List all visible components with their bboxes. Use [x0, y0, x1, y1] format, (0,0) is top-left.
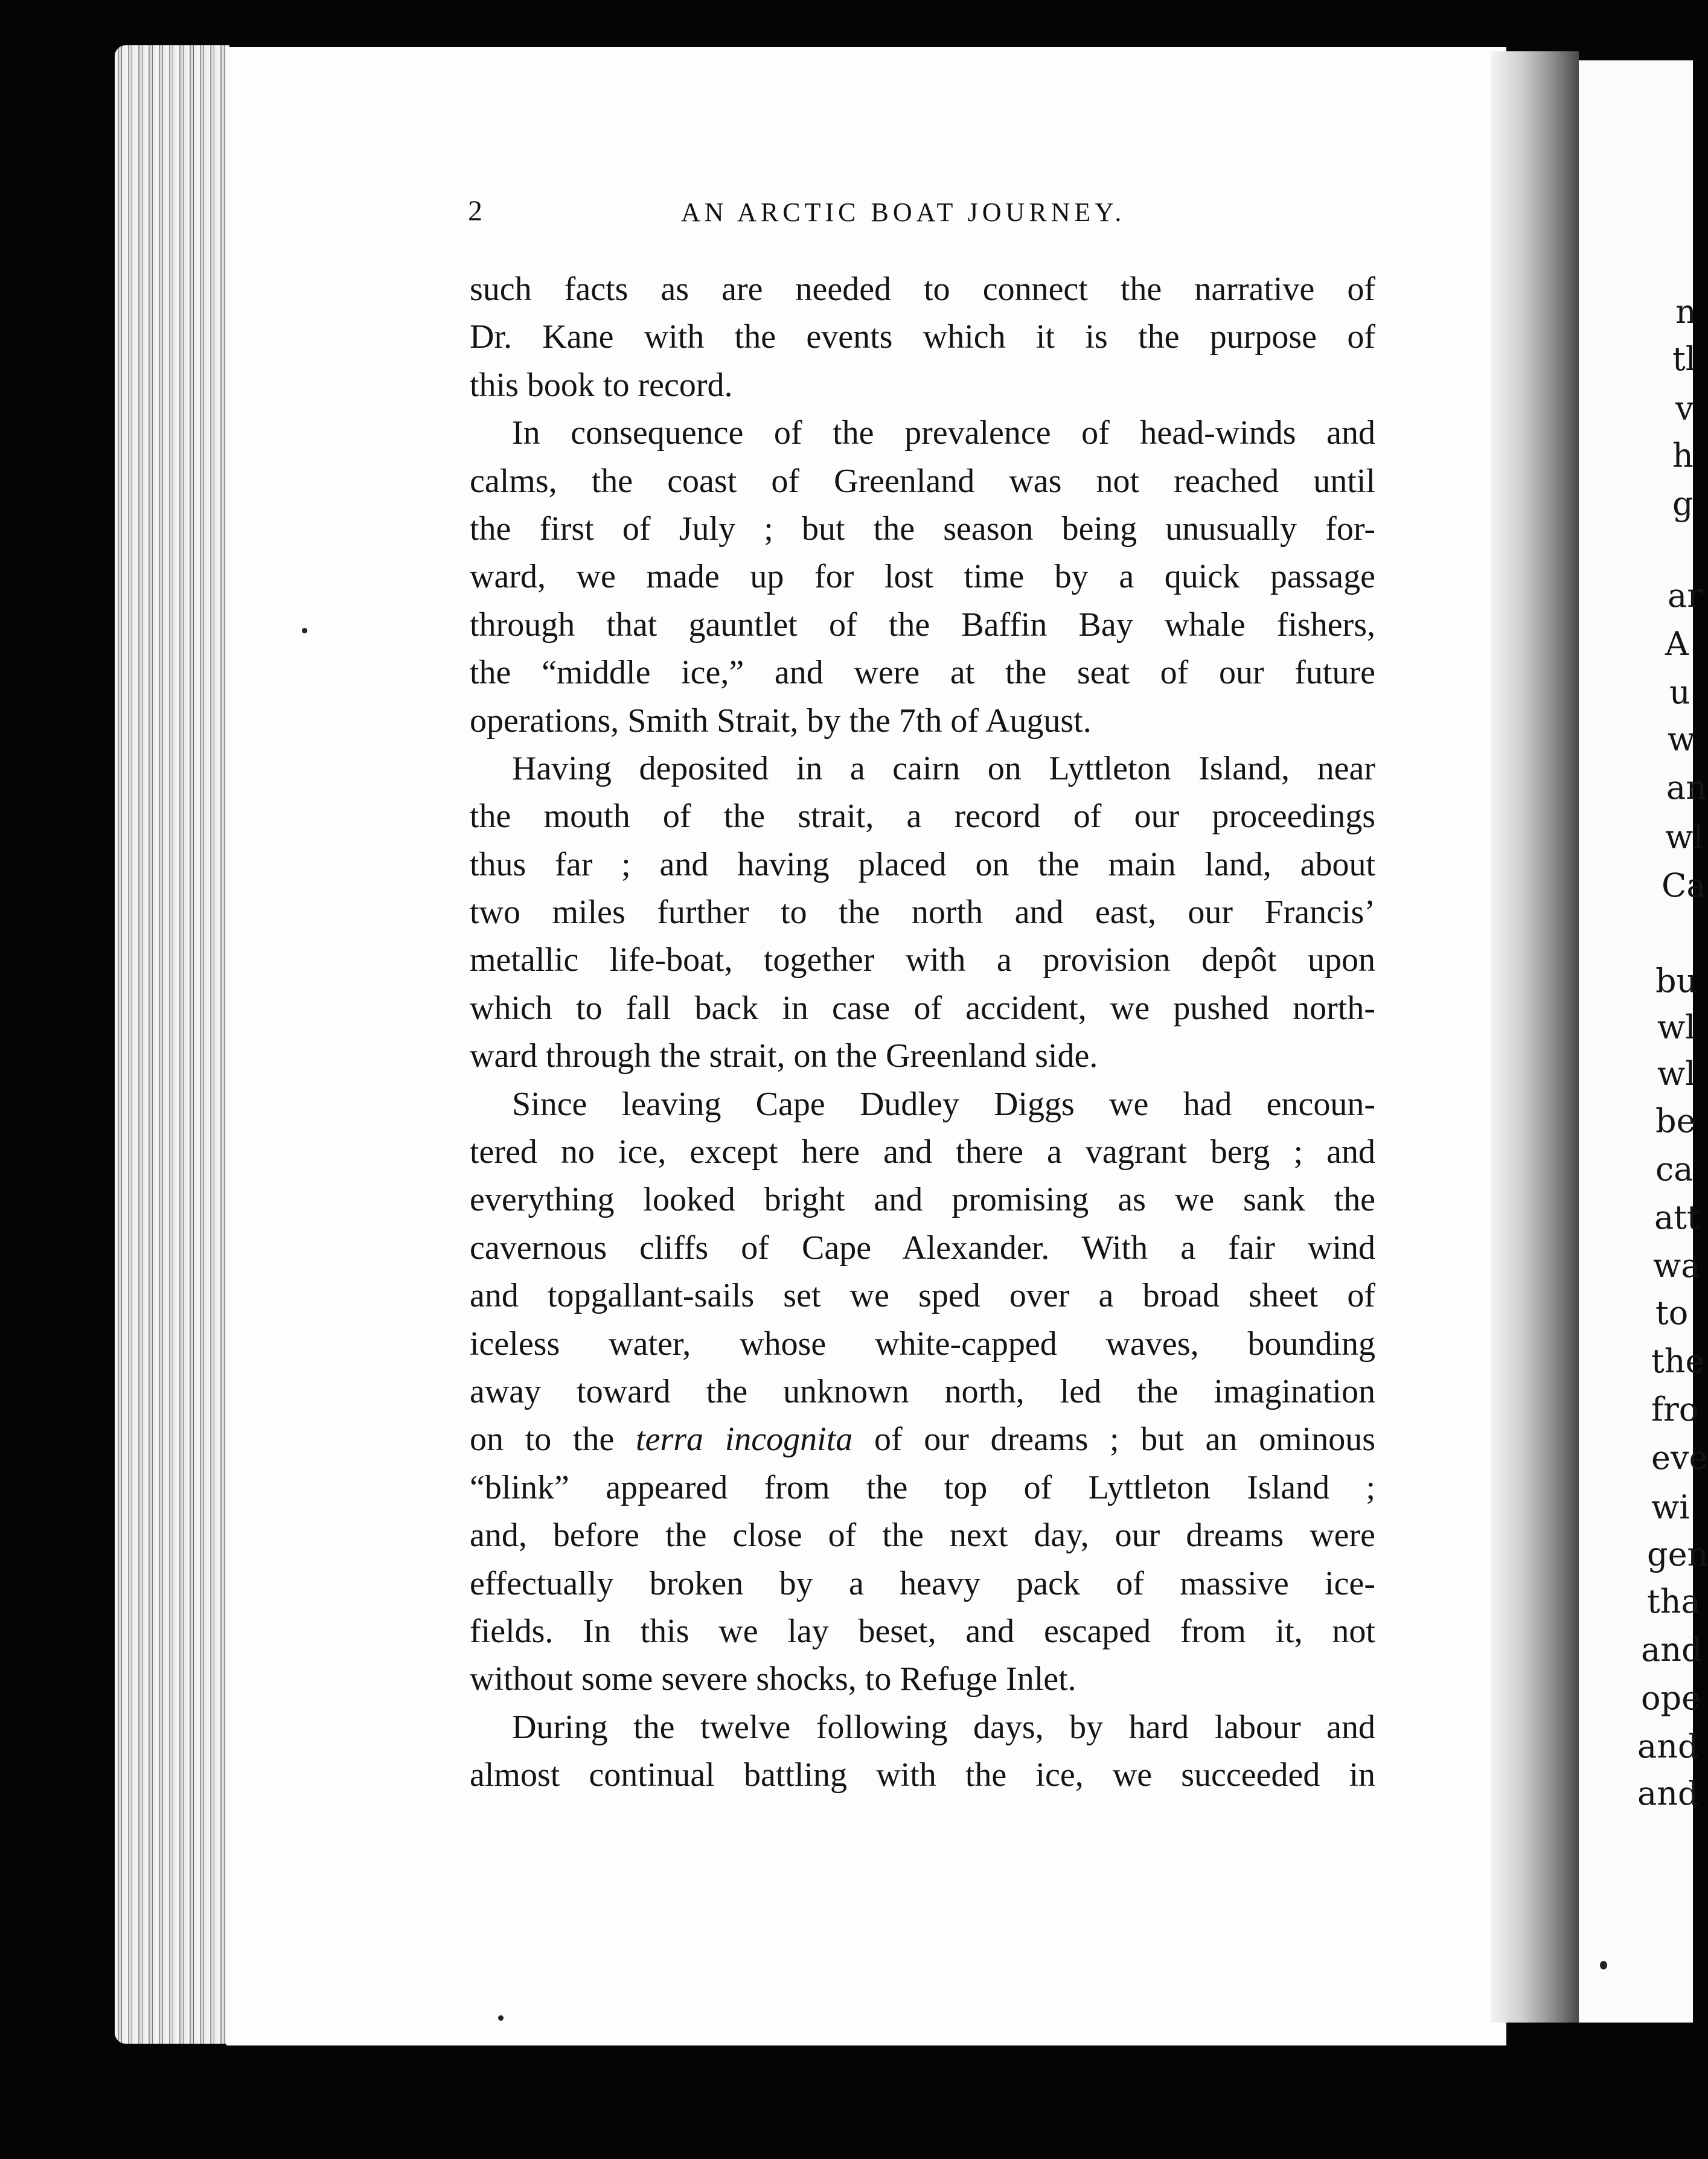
- facing-page-fragment: an: [1666, 769, 1707, 807]
- text-line: Since leaving Cape Dudley Diggs we had encoun-: [512, 1085, 1375, 1123]
- facing-page-fragment: w: [1668, 720, 1696, 758]
- book-fore-edge: [115, 45, 229, 2044]
- text-line: Having deposited in a cairn on Lyttleton Island, near: [512, 749, 1375, 787]
- text-line: the mouth of the strait, a record of our proceedings: [470, 798, 1375, 836]
- scan-speck: [302, 628, 307, 633]
- body-text: [470, 266, 1375, 1800]
- text-line: and topgallant-sails set we sped over a broad sheet of: [470, 1277, 1375, 1315]
- text-line: cavernous cliffs of Cape Alexander. With a fair wind: [470, 1229, 1375, 1267]
- text-line: which to fall back in case of accident, we pushed north-: [470, 989, 1375, 1027]
- text-line: everything looked bright and promising as we sank the: [470, 1181, 1375, 1219]
- text-line: this book to record.: [470, 366, 733, 404]
- facing-page-fragment: n: [1675, 293, 1697, 331]
- facing-page-fragment: wl: [1657, 1055, 1696, 1093]
- text-line: on to the terra incognita of our dreams ; but an ominous: [470, 1421, 1376, 1459]
- text-line: tered no ice, except here and there a vagrant berg ; and: [470, 1133, 1375, 1171]
- text-line: metallic life-boat, together with a provision depôt upon: [470, 941, 1375, 979]
- facing-page-fragment: g: [1672, 485, 1694, 523]
- facing-page-fragment: tha: [1647, 1582, 1701, 1620]
- scan-speck: [498, 2015, 504, 2021]
- facing-page-fragment: gen: [1647, 1535, 1708, 1573]
- text-line: Dr. Kane with the events which it is the purpose of: [470, 318, 1375, 356]
- facing-page-fragment: and: [1637, 1774, 1699, 1812]
- text-line: iceless water, whose white-capped waves, bounding: [470, 1325, 1375, 1363]
- facing-page-fragment: wl: [1657, 1008, 1696, 1046]
- text-line: operations, Smith Strait, by the 7th of August.: [470, 702, 1092, 740]
- facing-page-fragment: att: [1654, 1198, 1700, 1236]
- facing-page-fragment: bu: [1655, 962, 1698, 1000]
- facing-page-fragment: be: [1655, 1102, 1696, 1140]
- text-line: almost continual battling with the ice, we succeeded in: [470, 1756, 1375, 1794]
- facing-page-fragment: v: [1675, 389, 1694, 427]
- text-line: During the twelve following days, by hard labour and: [512, 1708, 1375, 1746]
- facing-page-fragment: and: [1641, 1631, 1703, 1669]
- facing-page-fragment: to: [1655, 1294, 1689, 1332]
- facing-page-fragment: wl: [1665, 818, 1704, 856]
- facing-page-fragment: Ca: [1662, 866, 1706, 904]
- scan-speck: [1600, 1961, 1607, 1969]
- facing-page-fragment: wi: [1651, 1488, 1690, 1526]
- text-line: “blink” appeared from the top of Lyttleton Island ;: [470, 1468, 1375, 1506]
- text-line: effectually broken by a heavy pack of massive ice-: [470, 1564, 1375, 1602]
- text-line: without some severe shocks, to Refuge Inlet.: [470, 1660, 1076, 1698]
- facing-page-fragment: h: [1672, 437, 1694, 475]
- facing-page-fragment: wa: [1653, 1247, 1701, 1285]
- text-line: away toward the unknown north, led the imagination: [470, 1372, 1375, 1410]
- text-line: such facts as are needed to connect the narrative of: [470, 270, 1375, 308]
- text-line: In consequence of the prevalence of head-winds and: [512, 414, 1375, 452]
- facing-page-fragment: A: [1665, 625, 1689, 663]
- facing-page-fragment: the: [1651, 1342, 1705, 1380]
- facing-page-fragment: eve: [1651, 1439, 1708, 1477]
- facing-page-fragment: ca: [1655, 1150, 1694, 1188]
- facing-page-fragment: u: [1669, 673, 1690, 711]
- running-title: AN ARCTIC BOAT JOURNEY.: [681, 197, 1126, 227]
- text-line: the “middle ice,” and were at the seat of our future: [470, 654, 1375, 692]
- text-line: through that gauntlet of the Baffin Bay whale fishers,: [470, 606, 1375, 644]
- text-line: ward, we made up for lost time by a quick passage: [470, 558, 1375, 596]
- facing-page-fragment: and: [1637, 1727, 1699, 1765]
- text-line: calms, the coast of Greenland was not reached until: [470, 462, 1375, 500]
- text-line: fields. In this we lay beset, and escaped from it, not: [470, 1612, 1375, 1650]
- facing-page-fragment: fro: [1651, 1390, 1699, 1428]
- page-number: 2: [468, 195, 482, 227]
- facing-page-fragment: ar: [1668, 577, 1703, 615]
- facing-page-fragment: tl: [1672, 340, 1696, 378]
- text-line: and, before the close of the next day, our dreams were: [470, 1517, 1375, 1555]
- text-line: ward through the strait, on the Greenland side.: [470, 1037, 1098, 1075]
- facing-page-fragment: ope: [1641, 1679, 1701, 1717]
- text-line: two miles further to the north and east, our Francis’: [470, 894, 1375, 932]
- text-line: the first of July ; but the season being unusually for-: [470, 510, 1375, 548]
- text-line: thus far ; and having placed on the main land, about: [470, 845, 1375, 883]
- book-gutter-shadow: [1491, 51, 1579, 2023]
